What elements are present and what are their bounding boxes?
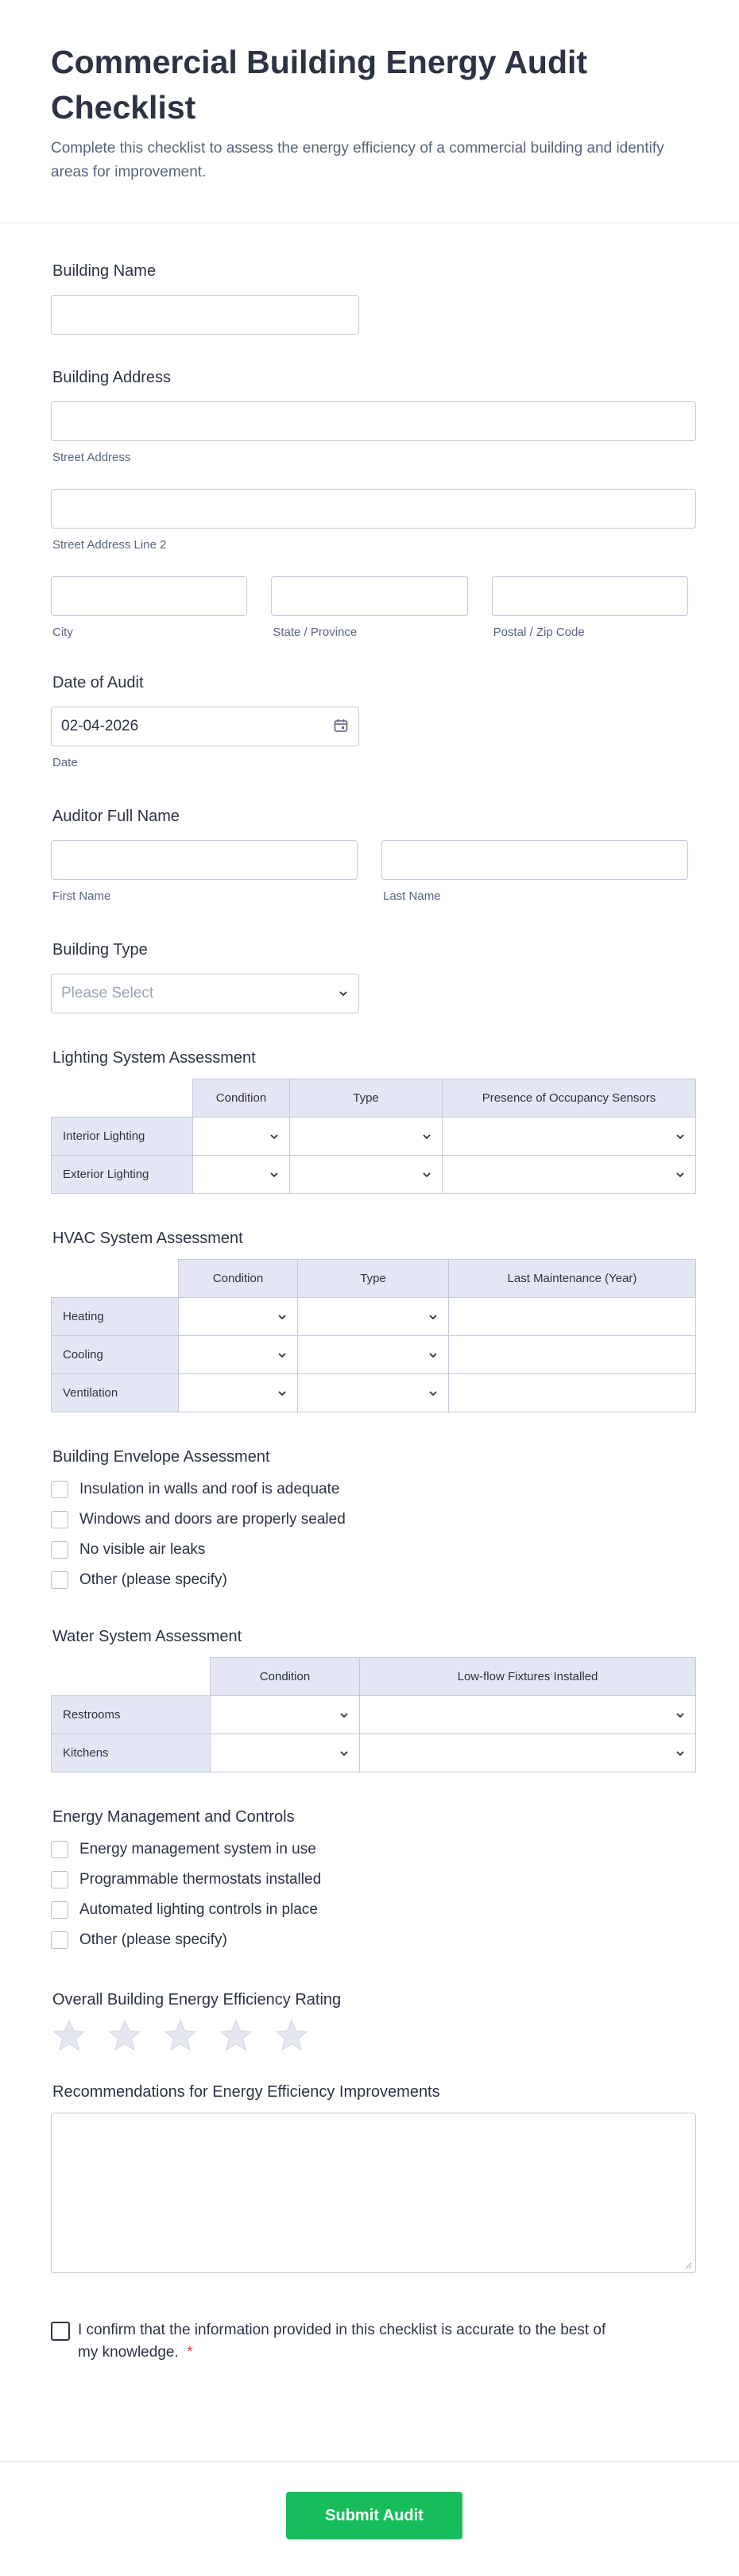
matrix-dropdown[interactable] (290, 1156, 443, 1194)
checkbox-label: Automated lighting controls in place (79, 1901, 318, 1918)
matrix-dropdown[interactable] (360, 1734, 696, 1772)
energy-mgmt-option[interactable] (51, 1925, 688, 1955)
matrix-dropdown[interactable] (179, 1374, 298, 1412)
energy-mgmt-section (51, 1806, 688, 1955)
table-row (52, 1336, 696, 1374)
envelope-section (51, 1446, 688, 1595)
chevron-down-icon (338, 988, 349, 999)
auditor-section (51, 805, 688, 904)
star-icon[interactable] (164, 2019, 197, 2052)
submit-button[interactable]: Submit Audit (286, 2492, 462, 2539)
chevron-down-icon (339, 1748, 350, 1759)
date-input[interactable] (51, 707, 359, 746)
city-input[interactable] (51, 576, 247, 616)
matrix-dropdown[interactable] (193, 1156, 290, 1194)
star-icon[interactable] (52, 2019, 86, 2052)
state-cell (271, 576, 467, 640)
zip-sublabel: Postal / Zip Code (493, 626, 585, 639)
street-address-sublabel: Street Address (52, 451, 131, 464)
recommendations-textarea[interactable] (51, 2113, 696, 2273)
rating-section (51, 1989, 688, 2052)
checkbox-label: Other (please specify) (79, 1931, 227, 1948)
hvac-row-ventilation: Ventilation (52, 1374, 179, 1412)
checkbox[interactable] (51, 1901, 68, 1919)
checkbox[interactable] (51, 1511, 68, 1528)
water-label: Water System Assessment (52, 1628, 242, 1645)
date-label: Date of Audit (52, 674, 144, 691)
confirm-text: I confirm that the information provided in this checklist is accurate to the best of my knowledge. (78, 2322, 606, 2361)
lighting-row-exterior: Exterior Lighting (52, 1156, 193, 1194)
envelope-label: Building Envelope Assessment (52, 1448, 270, 1466)
form-header (0, 0, 739, 223)
energy-mgmt-options (51, 1834, 688, 1955)
chevron-down-icon (675, 1710, 686, 1721)
checkbox[interactable] (51, 1841, 68, 1858)
building-name-section (51, 260, 688, 335)
star-icon[interactable] (108, 2019, 141, 2052)
matrix-text-input[interactable] (449, 1336, 696, 1374)
chevron-down-icon (421, 1131, 432, 1142)
water-col-condition: Condition (211, 1658, 360, 1696)
energy-mgmt-option[interactable] (51, 1895, 688, 1925)
table-row (52, 1298, 696, 1336)
lighting-label: Lighting System Assessment (52, 1049, 256, 1067)
street-address-input[interactable] (51, 401, 696, 441)
matrix-text-input[interactable] (449, 1374, 696, 1412)
street-address-line2-input[interactable] (51, 489, 696, 529)
hvac-col-condition: Condition (179, 1260, 298, 1298)
chevron-down-icon (675, 1131, 686, 1142)
hvac-col-maintenance: Last Maintenance (Year) (449, 1260, 696, 1298)
checkbox[interactable] (51, 1931, 68, 1949)
auditor-name-row (51, 840, 688, 904)
first-name-input[interactable] (51, 840, 358, 880)
street-address-line2-sublabel: Street Address Line 2 (52, 538, 167, 552)
lighting-col-condition: Condition (193, 1079, 290, 1118)
matrix-dropdown[interactable] (360, 1696, 696, 1734)
star-rating (52, 2019, 688, 2052)
matrix-dropdown[interactable] (179, 1336, 298, 1374)
form-title: Commercial Building Energy Audit Checklist (51, 44, 588, 126)
building-name-input[interactable] (51, 295, 359, 335)
chevron-down-icon (277, 1388, 288, 1399)
envelope-option[interactable] (51, 1535, 688, 1565)
zip-cell (492, 576, 688, 640)
water-col-lowflow: Low-flow Fixtures Installed (360, 1658, 696, 1696)
first-name-sublabel: First Name (52, 889, 111, 903)
zip-input[interactable] (492, 576, 688, 616)
matrix-text-input[interactable] (449, 1298, 696, 1336)
building-type-placeholder: Please Select (61, 985, 154, 1001)
matrix-dropdown[interactable] (298, 1336, 449, 1374)
date-section (51, 672, 688, 770)
matrix-dropdown[interactable] (298, 1374, 449, 1412)
energy-mgmt-label: Energy Management and Controls (52, 1808, 295, 1826)
chevron-down-icon (277, 1311, 288, 1323)
state-sublabel: State / Province (273, 626, 358, 639)
table-row (52, 1696, 696, 1734)
envelope-option[interactable] (51, 1474, 688, 1505)
hvac-matrix (51, 1259, 696, 1412)
checkbox[interactable] (51, 1481, 68, 1498)
date-sublabel: Date (52, 756, 78, 769)
hvac-row-heating: Heating (52, 1298, 179, 1336)
address-city-row (51, 576, 688, 640)
chevron-down-icon (675, 1169, 686, 1180)
rating-label: Overall Building Energy Efficiency Rating (52, 1991, 342, 2009)
chevron-down-icon (339, 1710, 350, 1721)
checkbox-label: No visible air leaks (79, 1541, 206, 1558)
star-icon[interactable] (219, 2019, 253, 2052)
checkbox[interactable] (51, 1571, 68, 1589)
matrix-dropdown[interactable] (179, 1298, 298, 1336)
building-type-section (51, 939, 688, 1013)
chevron-down-icon (269, 1169, 280, 1180)
form-body (0, 223, 739, 2364)
lighting-matrix (51, 1079, 696, 1194)
lighting-col-type: Type (290, 1079, 443, 1118)
checkbox-label: Energy management system in use (79, 1841, 316, 1857)
confirm-section (51, 2319, 688, 2364)
first-name-cell (51, 840, 358, 904)
calendar-icon[interactable] (334, 719, 348, 733)
matrix-dropdown[interactable] (193, 1118, 290, 1156)
city-sublabel: City (52, 626, 73, 639)
matrix-dropdown[interactable] (298, 1298, 449, 1336)
building-type-label: Building Type (52, 941, 148, 959)
water-row-restrooms: Restrooms (52, 1696, 211, 1734)
checkbox[interactable] (51, 1541, 68, 1559)
form-description: Complete this checklist to assess the energy efficiency of a commercial building and identify areas for improvement. (51, 140, 664, 180)
chevron-down-icon (428, 1311, 439, 1323)
envelope-options (51, 1474, 688, 1595)
chevron-down-icon (277, 1350, 288, 1361)
auditor-label: Auditor Full Name (52, 808, 180, 825)
checkbox-label: Programmable thermostats installed (79, 1871, 322, 1888)
table-row (52, 1118, 696, 1156)
matrix-corner (52, 1079, 193, 1118)
matrix-corner (52, 1658, 211, 1696)
building-type-select[interactable] (51, 974, 359, 1013)
water-row-kitchens: Kitchens (52, 1734, 211, 1772)
matrix-dropdown[interactable] (443, 1118, 696, 1156)
confirm-text-wrap (78, 2319, 623, 2364)
address-section (51, 366, 688, 640)
water-matrix (51, 1657, 696, 1772)
checkbox-label: Insulation in walls and roof is adequate (79, 1481, 340, 1497)
matrix-dropdown[interactable] (211, 1696, 360, 1734)
hvac-label: HVAC System Assessment (52, 1230, 243, 1247)
checkbox-label: Windows and doors are properly sealed (79, 1511, 346, 1528)
matrix-corner (52, 1260, 179, 1298)
lighting-row-interior: Interior Lighting (52, 1118, 193, 1156)
water-section (51, 1625, 688, 1772)
chevron-down-icon (421, 1169, 432, 1180)
matrix-dropdown[interactable] (443, 1156, 696, 1194)
energy-mgmt-option[interactable] (51, 1865, 688, 1895)
recommendations-section (51, 2081, 688, 2273)
confirm-checkbox[interactable] (51, 2322, 70, 2341)
required-asterisk: * (187, 2344, 193, 2361)
matrix-dropdown[interactable] (290, 1118, 443, 1156)
hvac-col-type: Type (298, 1260, 449, 1298)
confirm-checkbox-row[interactable] (51, 2319, 623, 2364)
chevron-down-icon (269, 1131, 280, 1142)
city-cell (51, 576, 247, 640)
lighting-col-sensors: Presence of Occupancy Sensors (443, 1079, 696, 1118)
chevron-down-icon (428, 1350, 439, 1361)
state-input[interactable] (271, 576, 467, 616)
table-row (52, 1156, 696, 1194)
chevron-down-icon (428, 1388, 439, 1399)
lighting-section (51, 1047, 688, 1194)
chevron-down-icon (675, 1748, 686, 1759)
checkbox-label: Other (please specify) (79, 1571, 227, 1588)
last-name-input[interactable] (381, 840, 688, 880)
form-footer (0, 2461, 739, 2576)
address-label: Building Address (52, 369, 171, 386)
last-name-cell (381, 840, 688, 904)
last-name-sublabel: Last Name (383, 889, 441, 903)
date-field (51, 707, 359, 746)
resize-grip-icon[interactable] (684, 2261, 692, 2269)
table-row (52, 1374, 696, 1412)
hvac-section (51, 1227, 688, 1412)
hvac-row-cooling: Cooling (52, 1336, 179, 1374)
envelope-option[interactable] (51, 1565, 688, 1595)
star-icon[interactable] (275, 2019, 308, 2052)
recommendations-label: Recommendations for Energy Efficiency Improvements (52, 2083, 440, 2101)
building-name-label: Building Name (52, 262, 157, 280)
matrix-dropdown[interactable] (211, 1734, 360, 1772)
envelope-option[interactable] (51, 1505, 688, 1535)
table-row (52, 1734, 696, 1772)
energy-mgmt-option[interactable] (51, 1834, 688, 1865)
checkbox[interactable] (51, 1871, 68, 1888)
